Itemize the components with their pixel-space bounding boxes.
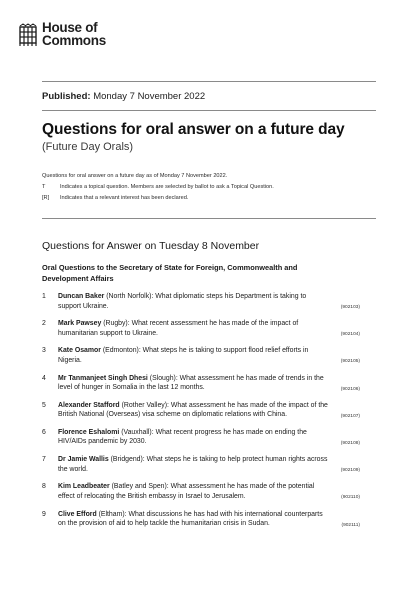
page-title: Questions for oral answer on a future day bbox=[42, 121, 345, 138]
question-item bbox=[42, 428, 360, 447]
constituency: (Rother Valley): bbox=[121, 401, 169, 409]
question-text: What assessment he has made of the impact of the British National (Overseas) visa scheme on diplomatic relations with China. bbox=[58, 401, 328, 419]
legend-key: T bbox=[42, 184, 46, 191]
legend-text: Indicates that a relevant interest has been declared. bbox=[60, 195, 189, 202]
member-name: Clive Efford bbox=[58, 510, 97, 518]
question-item bbox=[42, 292, 360, 311]
question-text: What recent assessment he has made of the impact of humanitarian support to Ukraine. bbox=[58, 320, 299, 337]
intro-line: Questions for oral answer on a future day as of Monday 7 November 2022. bbox=[42, 173, 228, 179]
constituency: (Eltham): bbox=[98, 510, 127, 518]
question-reference: (902104) bbox=[340, 332, 360, 338]
member-name: Dr Jamie Wallis bbox=[58, 456, 109, 464]
house-of-commons-logo bbox=[18, 22, 106, 47]
question-body bbox=[58, 510, 360, 529]
question-body bbox=[58, 428, 360, 447]
question-body bbox=[58, 319, 360, 338]
question-text: What recent progress he has made on ending the HIV/AIDs pandemic by 2030. bbox=[58, 428, 307, 446]
member-name: Alexander Stafford bbox=[58, 401, 120, 409]
question-item bbox=[42, 482, 360, 501]
question-reference: (902109) bbox=[340, 468, 360, 474]
constituency: (Rugby): bbox=[103, 320, 130, 328]
question-number: 9 bbox=[42, 510, 46, 518]
constituency: (Vauxhall): bbox=[121, 428, 154, 436]
section-subheading: Oral Questions to the Secretary of State for Foreign, Commonwealth and Development Affairs bbox=[42, 263, 298, 283]
legend-row-interest bbox=[42, 193, 376, 204]
published-line bbox=[42, 91, 205, 102]
member-name: Mark Pawsey bbox=[58, 320, 102, 328]
question-reference: (902106) bbox=[340, 386, 360, 392]
page-subtitle: (Future Day Orals) bbox=[42, 141, 134, 153]
question-reference: (902108) bbox=[340, 440, 360, 446]
question-number: 5 bbox=[42, 401, 46, 409]
question-number: 8 bbox=[42, 483, 46, 491]
question-number: 3 bbox=[42, 347, 46, 355]
question-reference: (902103) bbox=[340, 305, 360, 310]
member-name: Florence Eshalomi bbox=[58, 428, 120, 436]
question-item bbox=[42, 401, 360, 420]
question-number: 6 bbox=[42, 428, 46, 436]
question-item bbox=[42, 319, 360, 338]
constituency: (Slough): bbox=[149, 374, 178, 382]
member-name: Kate Osamor bbox=[58, 347, 101, 355]
member-name: Mr Tanmanjeet Singh Dhesi bbox=[58, 374, 148, 382]
question-text: What steps he is taking to support flood relief efforts in Nigeria. bbox=[58, 347, 309, 364]
question-item bbox=[42, 374, 360, 393]
question-text: What diplomatic steps his Department is taking to support Ukraine. bbox=[58, 293, 307, 310]
question-number: 4 bbox=[42, 374, 46, 382]
constituency: (Bridgend): bbox=[110, 456, 145, 464]
divider-intro bbox=[42, 218, 376, 219]
divider-top bbox=[42, 81, 376, 82]
published-date: Monday 7 November 2022 bbox=[93, 91, 206, 102]
question-body bbox=[58, 401, 360, 420]
question-text: What steps he is taking to help protect human rights across the world. bbox=[58, 456, 328, 473]
question-reference: (902105) bbox=[340, 359, 360, 365]
question-body bbox=[58, 346, 360, 365]
question-body bbox=[58, 292, 360, 311]
section-heading: Questions for Answer on Tuesday 8 November bbox=[42, 240, 260, 252]
question-body bbox=[58, 455, 360, 474]
question-reference: (902107) bbox=[340, 413, 360, 419]
question-number: 7 bbox=[42, 456, 46, 464]
member-name: Kim Leadbeater bbox=[58, 483, 110, 491]
legend-key: [R] bbox=[42, 195, 50, 202]
question-item bbox=[42, 346, 360, 365]
question-number: 2 bbox=[42, 320, 46, 328]
question-list bbox=[42, 292, 360, 537]
portcullis-icon bbox=[18, 23, 38, 47]
question-text: What discussions he has had with his international counterparts on the provision of aid to help tackle the humanitarian crisis in Sudan. bbox=[58, 510, 323, 527]
published-label: Published: bbox=[42, 91, 91, 102]
legend-row-topical bbox=[42, 182, 376, 193]
logo-line-1: House of bbox=[42, 20, 98, 35]
intro-block bbox=[42, 171, 376, 205]
question-reference: (902110) bbox=[341, 495, 360, 501]
question-item bbox=[42, 510, 360, 529]
question-body bbox=[58, 374, 360, 393]
question-item bbox=[42, 455, 360, 474]
constituency: (North Norfolk): bbox=[106, 293, 154, 300]
divider-published bbox=[42, 110, 376, 111]
member-name: Duncan Baker bbox=[58, 293, 105, 300]
question-reference: (902111) bbox=[341, 522, 360, 528]
question-body bbox=[58, 482, 360, 501]
legend-text: Indicates a topical question. Members are selected by ballot to ask a Topical Question. bbox=[60, 184, 274, 191]
question-number: 1 bbox=[42, 293, 46, 300]
question-text: What assessment he has made of trends in the level of hunger in Somalia in the last 12 months. bbox=[58, 374, 324, 392]
logo-wordmark bbox=[42, 22, 106, 47]
constituency: (Batley and Spen): bbox=[111, 483, 169, 491]
logo-line-2: Commons bbox=[42, 32, 106, 48]
constituency: (Edmonton): bbox=[102, 347, 141, 355]
question-text: What assessment he has made of the potential effect of relocating the British embassy in Israel to Jerusalem. bbox=[58, 483, 315, 500]
